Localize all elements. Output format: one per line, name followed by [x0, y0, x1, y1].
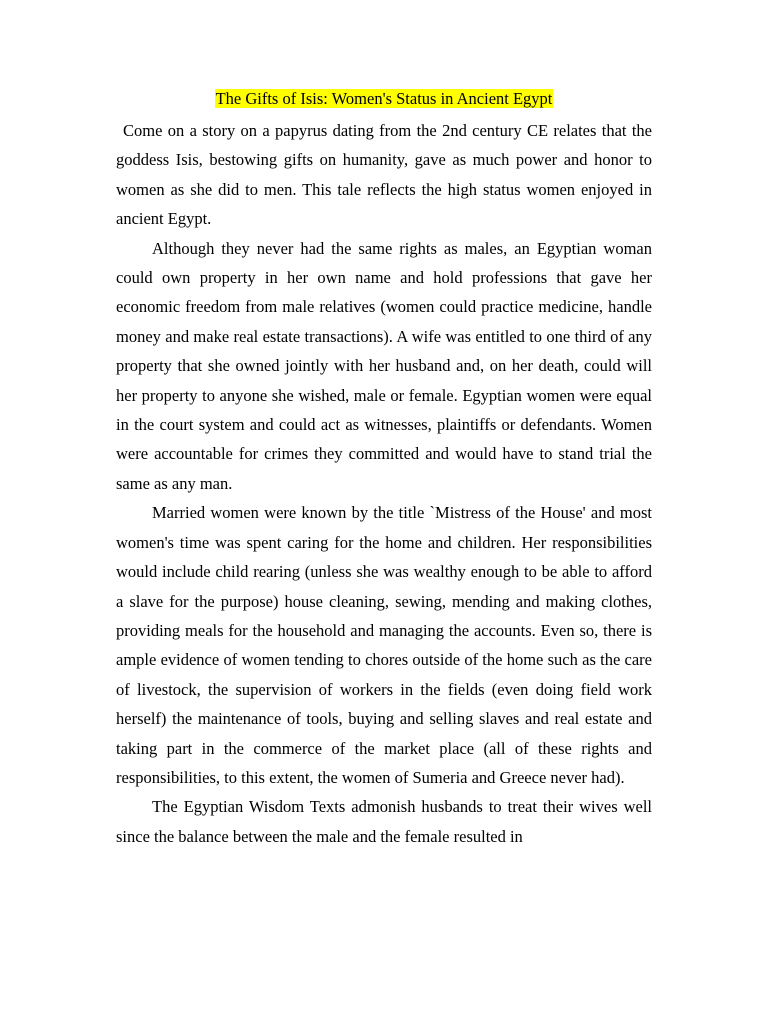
paragraph-2: Although they never had the same rights as males, an Egyptian woman could own property in her own name and hold professions that gave her economic freedom from male relatives (women could practice medicine, handle money and make real estate transactions). A wife was entitled to one third of any property that she owned jointly with her husband and, on her death, could will her property to anyone she wished, male or female. Egyptian women were equal in the court system and could act as witnesses, plaintiffs or defendants. Women were accountable for crimes they committed and would have to stand trial the same as any man. — [116, 238, 652, 493]
paragraph-1: Come on a story on a papyrus dating from the 2nd century CE relates that the goddess Isis, bestowing gifts on humanity, gave as much power and honor to women as she did to men. This tale reflects the high status women enjoyed in ancient Egypt. — [116, 121, 652, 229]
title-line — [0, 87, 768, 111]
document-body — [116, 116, 652, 851]
paragraph-3: Married women were known by the title `Mistress of the House' and most women's time was spent caring for the home and children. Her responsibilities would include child rearing (unless she was wealthy enough to be able to afford a slave for the purpose) house cleaning, sewing, mending and making clothes, providing meals for the household and managing the accounts. Even so, there is ample evidence of women tending to chores outside of the home such as the care of livestock, the supervision of workers in the fields (even doing field work herself) the maintenance of tools, buying and selling slaves and real estate and taking part in the commerce of the market place (all of these rights and responsibilities, to this extent, the women of Sumeria and Greece never had). — [116, 503, 652, 787]
document-title: The Gifts of Isis: Women's Status in Ancient Egypt — [215, 89, 553, 108]
paragraph-4: The Egyptian Wisdom Texts admonish husbands to treat their wives well since the balance between the male and the female resulted in — [116, 797, 652, 846]
